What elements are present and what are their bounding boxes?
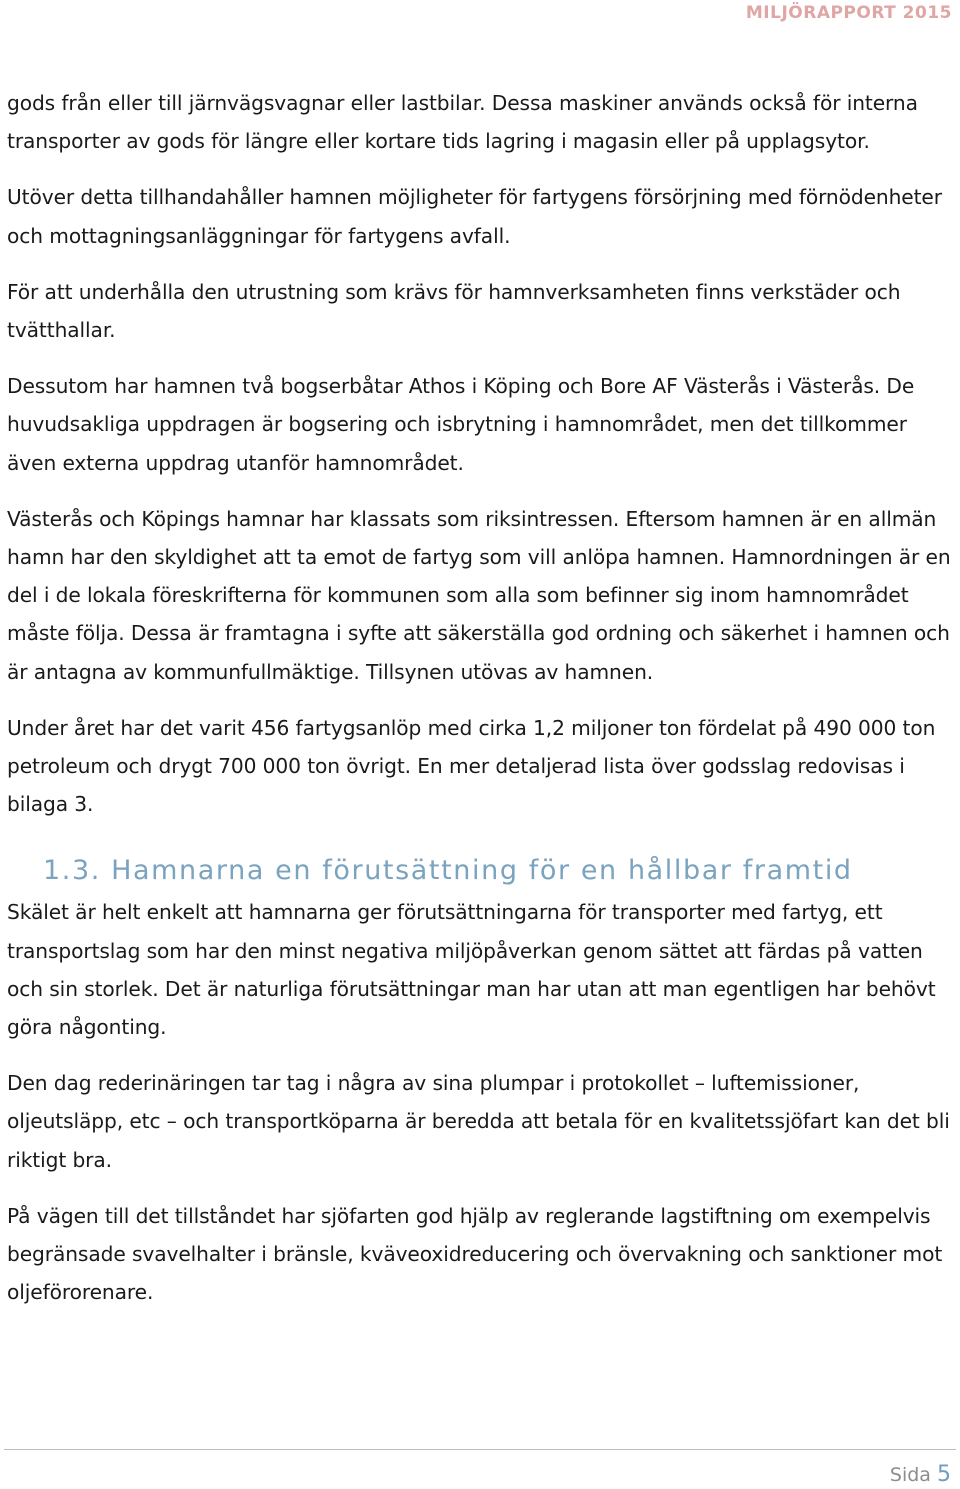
paragraph-workshops: För att underhålla den utrustning som krävs för hamnverksamheten finns verkstäder och tvätthallar. xyxy=(7,279,901,343)
paragraph-ship-calls: Under året har det varit 456 fartygsanlöp med cirka 1,2 miljoner ton fördelat på 490 000 ton petroleum och drygt 700 000 ton övrigt. En mer detaljerad lista över godsslag redovisas i bilaga 3. xyxy=(7,715,936,817)
page-body xyxy=(7,84,955,1329)
page-number xyxy=(890,1462,951,1487)
paragraph-reason: Skälet är helt enkelt att hamnarna ger förutsättningarna för transporter med fartyg, ett transportslag som har den minst negativa miljöpåverkan genom sättet att färdas på vatten och sin storlek. Det är naturliga förutsättningar man har utan att man egentligen har behövt göra någonting. xyxy=(7,900,936,1040)
footer-divider xyxy=(4,1449,956,1450)
section-heading: 1.3. Hamnarna en förutsättning för en hållbar framtid xyxy=(43,855,853,887)
page-label: Sida xyxy=(889,1464,931,1486)
running-header: MILJÖRAPPORT 2015 xyxy=(745,3,952,23)
paragraph-national-interest: Västerås och Köpings hamnar har klassats som riksintressen. Eftersom hamnen är en allmän hamn har den skyldighet att ta emot de fartyg som vill anlöpa hamnen. Hamnordningen är en del i de lokala föreskrifterna för kommunen som alla som befinner sig inom hamnområdet måste följa. Dessa är framtagna i syfte att säkerställa god ordning och säkerhet i hamnen och är antagna av kommunfullmäktige. Tillsynen utövas av hamnen. xyxy=(7,506,951,684)
paragraph-goods-handling: gods från eller till järnvägsvagnar eller lastbilar. Dessa maskiner används också för interna transporter av gods för längre eller kortare tids lagring i magasin eller på upplagsytor. xyxy=(7,91,918,154)
paragraph-tugboats: Dessutom har hamnen två bogserbåtar Athos i Köping och Bore AF Västerås i Västerås. De huvudsakliga uppdragen är bogsering och isbrytning i hamnområdet, men det tillkommer även externa uppdrag utanför hamnområdet. xyxy=(7,374,915,475)
paragraph-shipping-industry: Den dag rederinäringen tar tag i några av sina plumpar i protokollet – luftemissioner, oljeutsläpp, etc – och transportköparna är beredda att betala för en kvalitetssjöfart kan det bli riktigt bra. xyxy=(7,1071,950,1172)
paragraph-ship-supply: Utöver detta tillhandahåller hamnen möjligheter för fartygens försörjning med förnödenheter och mottagningsanläggningar för fartygens avfall. xyxy=(7,185,942,248)
page-number-value: 5 xyxy=(937,1462,951,1487)
paragraph-legislation: På vägen till det tillståndet har sjöfarten god hjälp av reglerande lagstiftning om exempelvis begränsade svavelhalter i bränsle, kväveoxidreducering och övervakning och sanktioner mot oljeförorenare. xyxy=(7,1203,943,1305)
